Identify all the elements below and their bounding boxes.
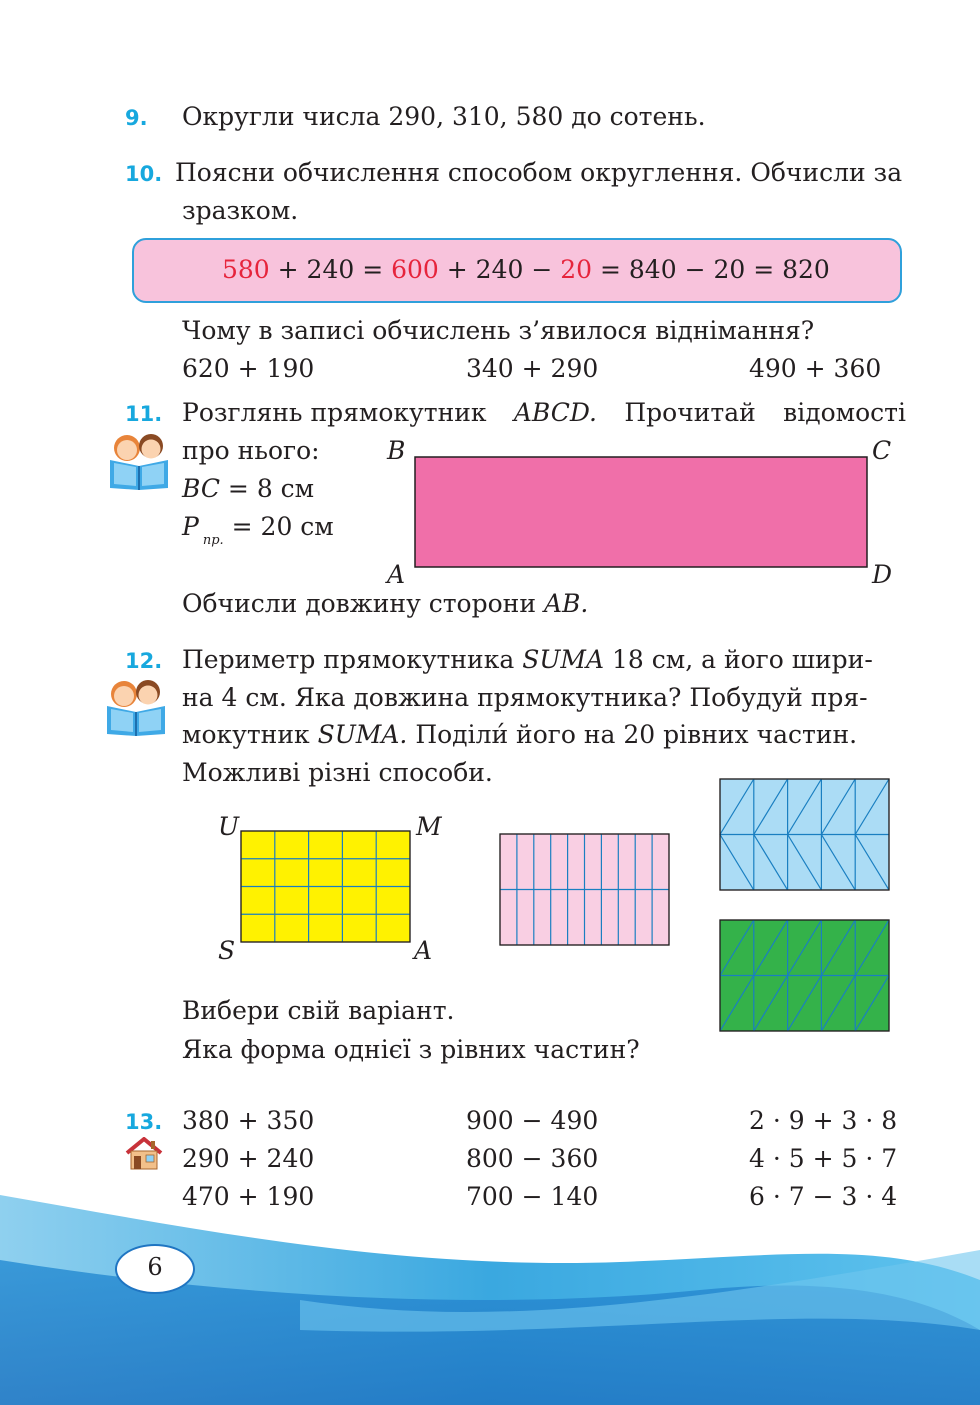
ex13-col2-row1: 900 − 490 [466, 1106, 599, 1135]
exercise-12-line3-c: Поділи́ його на 20 рівних частин. [415, 720, 858, 749]
exercise-number-11: 11. [125, 402, 163, 426]
perimeter-statement [182, 508, 334, 551]
ex13-col3-row1: 2 · 9 + 3 · 8 [749, 1106, 898, 1135]
exercise-12-line3-b: SUMA. [317, 720, 408, 749]
exercise-12-line1-b: SUMA [522, 645, 605, 674]
exercise-10-line2: зразком. [182, 196, 299, 225]
exercise-12-shape-question: Яка форма однієї з рівних частин? [182, 1035, 640, 1064]
exercise-10-task-3: 490 + 360 [749, 354, 882, 383]
vertex-b: B [387, 436, 406, 465]
vertex-d: D [872, 560, 893, 589]
rectangle-abcd [414, 456, 870, 570]
exercise-12-line2: на 4 см. Яка довжина прямокутника? Побудуй пря- [182, 683, 868, 712]
exercise-11-line1-b: ABCD. [513, 398, 597, 427]
exercise-12-line1-a: Периметр прямокутника [182, 645, 515, 674]
exercise-10-task-2: 340 + 290 [466, 354, 599, 383]
sample-expression [222, 251, 830, 289]
exercise-12-line1-c: 18 см, а його шири- [612, 645, 873, 674]
bc-statement [182, 470, 314, 508]
vertex-s: S [218, 936, 236, 965]
sample-part-20: 20 [560, 255, 593, 284]
exercise-12-line4: Можливі різні способи. [182, 758, 493, 787]
exercise-number-13: 13. [125, 1110, 163, 1134]
ex13-col2-row2: 800 − 360 [466, 1144, 599, 1173]
exercise-number-12: 12. [125, 649, 163, 673]
perimeter-subscript: пр. [202, 533, 224, 548]
ex13-col1-row3: 470 + 190 [182, 1182, 315, 1211]
bc-value: = 8 см [227, 474, 315, 503]
sample-part-600: 600 [391, 255, 439, 284]
exercise-10-line1: Поясни обчислення способом округлення. Обчисли за [175, 158, 903, 187]
exercise-12-line3 [182, 716, 857, 754]
exercise-11-question [182, 585, 588, 623]
yellow-grid-suma [240, 830, 412, 944]
exercise-11-line2: про нього: [182, 436, 320, 465]
exercise-11-line1 [182, 394, 906, 432]
kids-reading-icon [106, 430, 172, 490]
ex13-col3-row3: 6 · 7 − 3 · 4 [749, 1182, 898, 1211]
ex13-col2-row3: 700 − 140 [466, 1182, 599, 1211]
sample-part-result: = 840 − 20 = 820 [592, 255, 830, 284]
perimeter-value: = 20 см [231, 512, 334, 541]
page-number: 6 [147, 1253, 163, 1281]
ex13-col3-row2: 4 · 5 + 5 · 7 [749, 1144, 898, 1173]
exercise-11-line1-c: Прочитай [624, 398, 756, 427]
green-triangle-grid [719, 919, 891, 1033]
exercise-11-line1-d: відомості [783, 398, 906, 427]
ex13-col1-row2: 290 + 240 [182, 1144, 315, 1173]
exercise-11-line1-a: Розглянь прямокутник [182, 398, 487, 427]
ex13-col1-row1: 380 + 350 [182, 1106, 315, 1135]
sample-part-plus240: + 240 = [269, 255, 392, 284]
vertex-u: U [218, 812, 240, 841]
exercise-number-10: 10. [125, 162, 163, 186]
home-icon [125, 1137, 163, 1171]
sample-part-minus: + 240 − [438, 255, 561, 284]
exercise-10-question: Чому в записі обчислень з’явилося віднімання? [182, 316, 815, 345]
pink-grid [499, 833, 671, 947]
exercise-12-choose: Вибери свій варіант. [182, 996, 455, 1025]
kids-reading-icon-2 [103, 676, 169, 736]
sample-part-580: 580 [222, 255, 270, 284]
exercise-11-question-a: Обчисли довжину сторони [182, 589, 536, 618]
blue-triangle-grid [719, 778, 891, 892]
vertex-a2: A [414, 936, 433, 965]
exercise-12-line1 [182, 641, 873, 679]
exercise-10-task-1: 620 + 190 [182, 354, 315, 383]
exercise-11-question-b: AB. [543, 589, 589, 618]
exercise-9-text: Округли числа 290, 310, 580 до сотень. [182, 102, 706, 131]
exercise-number-9: 9. [125, 106, 148, 130]
perimeter-label: P [182, 512, 199, 541]
bc-label: BC [182, 474, 220, 503]
exercise-12-line3-a: мокутник [182, 720, 310, 749]
vertex-c: C [872, 436, 892, 465]
vertex-a: A [387, 560, 406, 589]
vertex-m: M [416, 812, 442, 841]
